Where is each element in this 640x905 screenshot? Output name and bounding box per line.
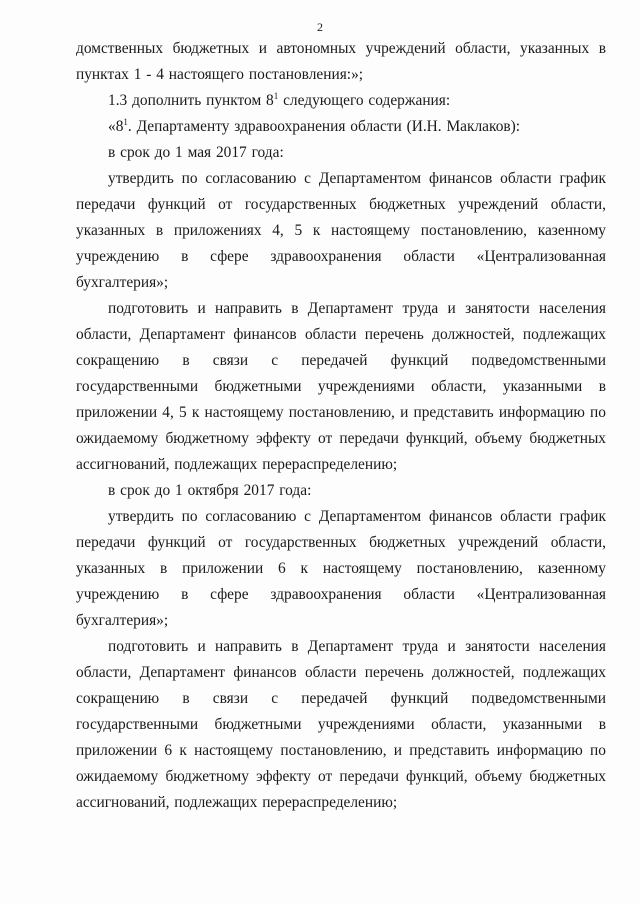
paragraph-item-1-3 [76, 88, 606, 114]
superscript: 1 [123, 116, 128, 127]
page-number: 2 [317, 20, 323, 34]
paragraph-continuation: домственных бюджетных и автономных учреждений области, указанных в пунктах 1 - 4 настоящего постановления:»; [76, 40, 606, 83]
paragraph-text: следующего содержания: [278, 92, 451, 109]
paragraph-text: «8 [108, 118, 124, 135]
paragraph-prepare-send-1: подготовить и направить в Департамент труда и занятости населения области, Департамент финансов области перечень должностей, подлежащих сокращению в связи с передачей функций подведомственными государственными бюджетными учреждениями области, указанными в приложении 4, 5 к настоящему постановлению, и представить информацию по ожидаемому бюджетному эффекту от передачи функций, объему бюджетных ассигнований, подлежащих перераспределению; [76, 300, 606, 473]
paragraph-text: 1.3 дополнить пунктом 8 [108, 92, 274, 109]
paragraph-prepare-send-2: подготовить и направить в Департамент труда и занятости населения области, Департамент финансов области перечень должностей, подлежащих сокращению в связи с передачей функций подведомственными государственными бюджетными учреждениями области, указанными в приложении 6 к настоящему постановлению, и представить информацию по ожидаемому бюджетному эффекту от передачи функций, объему бюджетных ассигнований, подлежащих перераспределению; [76, 638, 606, 811]
superscript: 1 [273, 90, 279, 101]
paragraph-deadline-may: в срок до 1 мая 2017 года: [108, 144, 284, 161]
document-body [76, 36, 606, 816]
paragraph-item-8-1 [76, 114, 606, 140]
paragraph-approve-schedule-1: утвердить по согласованию с Департаментом финансов области график передачи функций от государственных бюджетных учреждений области, указанных в приложениях 4, 5 к настоящему постановлению, казенному учреждению в сфере здравоохранения области «Централизованная бухгалтерия»; [76, 170, 606, 291]
paragraph-approve-schedule-2: утвердить по согласованию с Департаментом финансов области график передачи функций от государственных бюджетных учреждений области, указанных в приложении 6 к настоящему постановлению, казенному учреждению в сфере здравоохранения области «Централизованная бухгалтерия»; [76, 508, 606, 629]
paragraph-text: . Департаменту здравоохранения области (И.Н. Маклаков): [127, 118, 521, 135]
paragraph-deadline-october: в срок до 1 октября 2017 года: [108, 482, 312, 499]
